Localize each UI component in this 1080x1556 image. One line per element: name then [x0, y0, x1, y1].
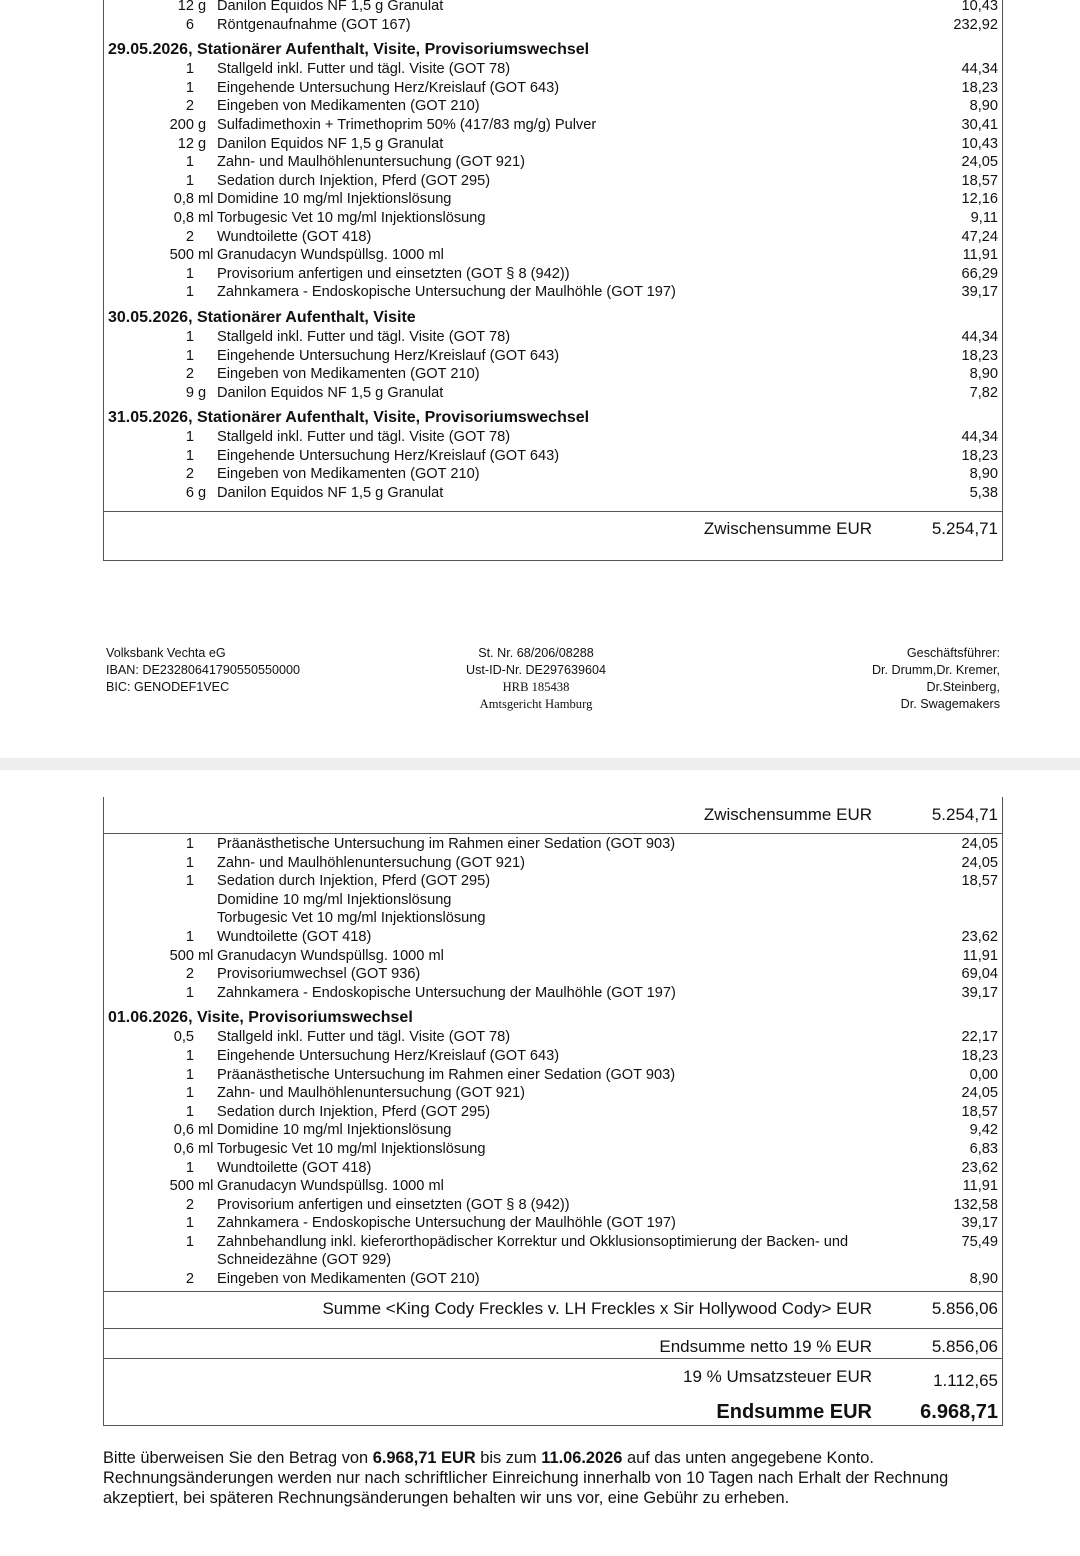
note-pre: Bitte überweisen Sie den Betrag von [103, 1449, 373, 1467]
vat-label: 19 % Umsatzsteuer EUR [683, 1366, 872, 1386]
line-description: Wundtoilette (GOT 418) [217, 1159, 372, 1176]
line-price: 10,43 [961, 0, 998, 14]
quantity-value: 1 [185, 265, 194, 282]
invoice-line-item [104, 135, 1002, 154]
note-mid: bis zum [475, 1449, 542, 1467]
quantity-unit: g [198, 135, 207, 152]
quantity-value: 1 [185, 1159, 194, 1176]
quantity-value: 1 [185, 928, 194, 945]
line-quantity [104, 365, 222, 384]
quantity-unit: ml [198, 947, 214, 964]
line-quantity [104, 909, 222, 928]
line-description: Eingeben von Medikamenten (GOT 210) [217, 1271, 480, 1288]
section-title: 30.05.2026, Stationärer Aufenthalt, Visite [108, 308, 416, 326]
invoice-line-item [104, 0, 1002, 16]
line-description: Präanästhetische Untersuchung im Rahmen einer Sedation (GOT 903) [217, 1066, 676, 1083]
invoice-line-item [104, 1047, 1002, 1066]
line-price: 22,17 [961, 1029, 998, 1046]
line-quantity [104, 928, 222, 947]
quantity-value: 0,8 [173, 209, 194, 226]
quantity-value: 2 [185, 228, 194, 245]
invoice-line-item [104, 428, 1002, 447]
invoice-table-page-2 [103, 797, 1003, 1425]
invoice-page-1 [0, 0, 1080, 758]
line-price: 24,05 [961, 854, 998, 871]
tax-details [436, 645, 636, 713]
line-price: 24,05 [961, 154, 998, 171]
line-price: 18,57 [961, 172, 998, 189]
invoice-line-item [104, 153, 1002, 172]
management-names-2: Dr.Steinberg, [926, 680, 1000, 694]
invoice-line-item [104, 60, 1002, 79]
line-quantity [104, 190, 222, 209]
invoice-line-item [104, 328, 1002, 347]
line-description: Eingeben von Medikamenten (GOT 210) [217, 466, 480, 483]
quantity-value: 1 [185, 328, 194, 345]
line-description: Wundtoilette (GOT 418) [217, 228, 372, 245]
table-bottom-line [103, 560, 1003, 561]
invoice-line-item [104, 209, 1002, 228]
line-quantity [104, 1121, 222, 1140]
bank-details [106, 645, 300, 696]
patient-sum-value: 5.856,06 [931, 1298, 998, 1318]
quantity-value: 2 [185, 466, 194, 483]
line-quantity [104, 347, 222, 366]
line-description: Eingehende Untersuchung Herz/Kreislauf (GOT 643) [217, 79, 560, 96]
line-quantity [104, 835, 222, 854]
quantity-value: 2 [185, 1196, 194, 1213]
invoice-line-item [104, 947, 1002, 966]
line-quantity [104, 965, 222, 984]
line-description: Granudacyn Wundspüllsg. 1000 ml [217, 1178, 444, 1195]
invoice-line-item [104, 1103, 1002, 1122]
invoice-line-item [104, 228, 1002, 247]
quantity-value: 1 [185, 61, 194, 78]
line-price: 6,83 [969, 1140, 998, 1157]
line-quantity [104, 1177, 222, 1196]
line-description: Sulfadimethoxin + Trimethoprim 50% (417/83 mg/g) Pulver [217, 116, 597, 133]
line-quantity [104, 116, 222, 135]
quantity-unit: g [198, 116, 207, 133]
patient-sum-label: Summe <King Cody Freckles v. LH Freckles x Sir Hollywood Cody> EUR [322, 1298, 872, 1318]
line-description: Zahnkamera - Endoskopische Untersuchung der Maulhöhle (GOT 197) [217, 984, 676, 1001]
line-price: 23,62 [961, 1159, 998, 1176]
bic: BIC: GENODEF1VEC [106, 680, 230, 694]
quantity-value: 2 [185, 366, 194, 383]
line-description: Zahnkamera - Endoskopische Untersuchung der Maulhöhle (GOT 197) [217, 284, 676, 301]
line-description: Danilon Equidos NF 1,5 g Granulat [217, 135, 444, 152]
line-description: Provisorium anfertigen und einsetzten (GOT § 8 (942)) [217, 1196, 570, 1213]
line-quantity [104, 465, 222, 484]
quantity-unit: ml [198, 1178, 214, 1195]
line-quantity [104, 79, 222, 98]
line-price: 0,00 [969, 1066, 998, 1083]
line-quantity [104, 328, 222, 347]
invoice-line-item [104, 265, 1002, 284]
quantity-value: 2 [185, 966, 194, 983]
line-price: 30,41 [961, 116, 998, 133]
note-post: auf das unten angegebene Konto. Rechnungsänderungen werden nur nach schriftlicher Einreichung innerhalb von 10 Tagen nach Erhalt der Rechnung akzeptiert, bei späteren Rechnungsänderungen behalten wir uns vor, eine Gebühr zu erheben. [103, 1449, 949, 1507]
quantity-value: 1 [185, 172, 194, 189]
bank-name: Volksbank Vechta eG [106, 646, 226, 660]
quantity-value: 1 [185, 854, 194, 871]
line-quantity [104, 1084, 222, 1103]
invoice-line-item [104, 1270, 1002, 1289]
invoice-line-item [104, 1084, 1002, 1103]
line-price: 47,24 [961, 228, 998, 245]
line-price: 232,92 [953, 16, 998, 33]
quantity-value: 1 [185, 1103, 194, 1120]
invoice-line-item [104, 891, 1002, 910]
quantity-value: 1 [185, 836, 194, 852]
payment-note [103, 1448, 1003, 1508]
invoice-line-item [104, 984, 1002, 1003]
invoice-line-item [104, 1159, 1002, 1178]
line-quantity [104, 384, 222, 403]
invoice-line-item [104, 1196, 1002, 1215]
quantity-value: 12 [177, 0, 194, 14]
section-title: 31.05.2026, Stationärer Aufenthalt, Visite, Provisoriumswechsel [108, 409, 590, 427]
grand-total-row [104, 1395, 1002, 1425]
patient-sum-row [104, 1291, 1002, 1328]
invoice-line-item [104, 283, 1002, 302]
vat-value: 1.112,65 [933, 1370, 998, 1390]
line-quantity [104, 984, 222, 1003]
line-price: 66,29 [961, 265, 998, 282]
line-quantity [104, 947, 222, 966]
line-quantity [104, 1066, 222, 1085]
invoice-line-item [104, 465, 1002, 484]
line-description: Eingeben von Medikamenten (GOT 210) [217, 98, 480, 115]
quantity-value: 1 [185, 347, 194, 364]
invoice-line-item [104, 1233, 1002, 1270]
quantity-value: 200 [169, 116, 194, 133]
line-price: 75,49 [961, 1233, 998, 1250]
line-description: Danilon Equidos NF 1,5 g Granulat [217, 0, 444, 14]
line-description: Stallgeld inkl. Futter und tägl. Visite (GOT 78) [217, 61, 511, 78]
subtotal-label: Zwischensumme EUR [703, 518, 872, 538]
quantity-value: 2 [185, 1271, 194, 1288]
line-quantity [104, 1028, 222, 1047]
management-label: Geschäftsführer: [906, 646, 1000, 660]
quantity-value: 0,8 [173, 191, 194, 208]
line-quantity [104, 97, 222, 116]
net-total-row [104, 1328, 1002, 1358]
management-names-1: Dr. Drumm,Dr. Kremer, [871, 663, 1000, 677]
line-price: 8,90 [969, 98, 998, 115]
section-title: 29.05.2026, Stationärer Aufenthalt, Visite, Provisoriumswechsel [108, 41, 590, 59]
line-price: 69,04 [961, 966, 998, 983]
iban: IBAN: DE23280641790550550000 [106, 663, 300, 677]
invoice-line-item [104, 116, 1002, 135]
line-description: Torbugesic Vet 10 mg/ml Injektionslösung [217, 209, 486, 226]
line-description: Eingehende Untersuchung Herz/Kreislauf (GOT 643) [217, 347, 560, 364]
line-description: Zahn- und Maulhöhlenuntersuchung (GOT 921) [217, 154, 526, 171]
invoice-line-item [104, 97, 1002, 116]
line-quantity [104, 172, 222, 191]
tax-number: St. Nr. 68/206/08288 [478, 646, 594, 660]
line-price: 11,91 [962, 247, 998, 264]
line-description: Provisoriumwechsel (GOT 936) [217, 966, 421, 983]
line-price: 7,82 [969, 384, 998, 401]
line-quantity [104, 872, 222, 891]
line-quantity [104, 1270, 222, 1289]
invoice-line-item [104, 172, 1002, 191]
line-price: 39,17 [961, 1215, 998, 1232]
line-description: Granudacyn Wundspüllsg. 1000 ml [217, 947, 444, 964]
quantity-unit: g [198, 485, 207, 502]
line-price: 8,90 [969, 366, 998, 383]
line-quantity [104, 447, 222, 466]
quantity-value: 500 [169, 1178, 194, 1195]
quantity-value: 1 [185, 79, 194, 96]
invoice-line-item [104, 484, 1002, 503]
invoice-line-item [104, 1066, 1002, 1085]
line-price: 8,90 [969, 1271, 998, 1288]
invoice-page-2 [0, 770, 1080, 1556]
line-price: 9,11 [970, 209, 998, 226]
net-total-label: Endsumme netto 19 % EUR [659, 1336, 872, 1356]
quantity-value: 1 [185, 1233, 194, 1250]
invoice-line-item [104, 872, 1002, 891]
subtotal-row [104, 511, 1002, 550]
invoice-line-item [104, 79, 1002, 98]
invoice-line-item [104, 854, 1002, 873]
line-quantity [104, 1140, 222, 1159]
invoice-line-item [104, 835, 1002, 854]
carry-subtotal-row [104, 797, 1002, 833]
line-quantity [104, 484, 222, 503]
line-price: 44,34 [961, 429, 998, 446]
line-description: Domidine 10 mg/ml Injektionslösung [217, 191, 452, 208]
carry-subtotal-label: Zwischensumme EUR [703, 805, 872, 824]
invoice-line-item [104, 190, 1002, 209]
line-description: Danilon Equidos NF 1,5 g Granulat [217, 384, 444, 401]
page-separator [0, 758, 1080, 770]
line-description: Zahnbehandlung inkl. kieferorthopädischer Korrektur und Okklusionsoptimierung der Backen- und Schneidezähne (GOT 929) [217, 1233, 849, 1269]
quantity-value: 0,5 [173, 1029, 194, 1046]
line-quantity [104, 1214, 222, 1233]
invoice-line-item [104, 384, 1002, 403]
line-description: Zahn- und Maulhöhlenuntersuchung (GOT 921) [217, 854, 526, 871]
invoice-table-page-1 [103, 0, 1003, 560]
quantity-value: 1 [185, 1047, 194, 1064]
invoice-line-item [104, 1028, 1002, 1047]
line-price: 39,17 [961, 984, 998, 1001]
quantity-unit: ml [198, 191, 214, 208]
line-description: Röntgenaufnahme (GOT 167) [217, 16, 411, 33]
line-price: 44,34 [961, 61, 998, 78]
line-description: Stallgeld inkl. Futter und tägl. Visite (GOT 78) [217, 429, 511, 446]
grand-total-label: Endsumme EUR [716, 1400, 872, 1423]
line-quantity [104, 283, 222, 302]
line-quantity [104, 891, 222, 910]
invoice-line-item [104, 928, 1002, 947]
line-description: Zahn- und Maulhöhlenuntersuchung (GOT 921) [217, 1085, 526, 1102]
line-description: Granudacyn Wundspüllsg. 1000 ml [217, 247, 444, 264]
invoice-line-item [104, 16, 1002, 35]
invoice-line-item [104, 965, 1002, 984]
hrb: HRB 185438 [502, 680, 570, 694]
line-price: 11,91 [962, 1178, 998, 1195]
line-price: 9,42 [969, 1122, 998, 1139]
vat-row [104, 1358, 1002, 1395]
quantity-value: 1 [185, 1066, 194, 1083]
line-quantity [104, 153, 222, 172]
invoice-line-item [104, 365, 1002, 384]
line-price: 10,43 [961, 135, 998, 152]
line-price: 44,34 [961, 328, 998, 345]
line-price: 12,16 [961, 191, 998, 208]
line-description: Sedation durch Injektion, Pferd (GOT 295) [217, 1103, 491, 1120]
quantity-value: 6 [185, 485, 194, 502]
line-description: Präanästhetische Untersuchung im Rahmen einer Sedation (GOT 903) [217, 836, 676, 852]
line-quantity [104, 60, 222, 79]
line-description: Stallgeld inkl. Futter und tägl. Visite (GOT 78) [217, 1029, 511, 1046]
quantity-unit: g [198, 0, 207, 14]
line-quantity [104, 135, 222, 154]
quantity-value: 6 [185, 16, 194, 33]
line-description: Sedation durch Injektion, Pferd (GOT 295) [217, 873, 491, 890]
line-price: 39,17 [961, 284, 998, 301]
quantity-value: 500 [169, 947, 194, 964]
line-price: 24,05 [961, 1085, 998, 1102]
invoice-line-item [104, 447, 1002, 466]
line-description: Eingehende Untersuchung Herz/Kreislauf (GOT 643) [217, 447, 560, 464]
vat-id: Ust-ID-Nr. DE297639604 [466, 663, 606, 677]
invoice-line-item [104, 1140, 1002, 1159]
line-description: Torbugesic Vet 10 mg/ml Injektionslösung [217, 910, 486, 927]
section-title: 01.06.2026, Visite, Provisoriumswechsel [108, 1009, 413, 1027]
quantity-value: 500 [169, 247, 194, 264]
line-description: Stallgeld inkl. Futter und tägl. Visite (GOT 78) [217, 328, 511, 345]
quantity-unit: ml [198, 209, 214, 226]
line-quantity [104, 1103, 222, 1122]
line-price: 18,23 [961, 347, 998, 364]
quantity-value: 1 [185, 284, 194, 301]
line-quantity [104, 428, 222, 447]
quantity-value: 1 [185, 429, 194, 446]
line-description: Domidine 10 mg/ml Injektionslösung [217, 1122, 452, 1139]
quantity-unit: ml [198, 1140, 214, 1157]
note-amount: 6.968,71 EUR [372, 1449, 476, 1467]
invoice-line-item [104, 1177, 1002, 1196]
line-description: Eingeben von Medikamenten (GOT 210) [217, 366, 480, 383]
line-quantity [104, 854, 222, 873]
quantity-value: 1 [185, 1215, 194, 1232]
invoice-line-item [104, 1121, 1002, 1140]
management-names-3: Dr. Swagemakers [900, 697, 1000, 711]
quantity-value: 1 [185, 984, 194, 1001]
line-price: 18,23 [961, 1047, 998, 1064]
line-quantity [104, 1047, 222, 1066]
line-quantity [104, 246, 222, 265]
quantity-value: 0,6 [173, 1140, 194, 1157]
line-price: 11,91 [962, 947, 998, 964]
line-quantity [104, 265, 222, 284]
invoice-line-item [104, 246, 1002, 265]
line-quantity [104, 1159, 222, 1178]
line-quantity [104, 228, 222, 247]
quantity-value: 2 [185, 98, 194, 115]
quantity-value: 9 [185, 384, 194, 401]
line-quantity [104, 16, 222, 35]
line-description: Eingehende Untersuchung Herz/Kreislauf (GOT 643) [217, 1047, 560, 1064]
subtotal-value: 5.254,71 [931, 518, 998, 538]
quantity-value: 1 [185, 447, 194, 464]
quantity-value: 1 [185, 1085, 194, 1102]
line-description: Torbugesic Vet 10 mg/ml Injektionslösung [217, 1140, 486, 1157]
quantity-value: 1 [185, 154, 194, 171]
line-description: Wundtoilette (GOT 418) [217, 928, 372, 945]
line-price: 18,23 [961, 447, 998, 464]
grand-total-value: 6.968,71 [920, 1400, 998, 1423]
line-price: 5,38 [969, 485, 998, 502]
note-date: 11.06.2026 [541, 1449, 623, 1467]
invoice-line-item [104, 1214, 1002, 1233]
invoice-line-item [104, 909, 1002, 928]
line-description: Domidine 10 mg/ml Injektionslösung [217, 891, 452, 908]
line-quantity [104, 1196, 222, 1215]
line-quantity [104, 1233, 222, 1252]
line-description: Zahnkamera - Endoskopische Untersuchung der Maulhöhle (GOT 197) [217, 1215, 676, 1232]
line-price: 132,58 [953, 1196, 998, 1213]
net-total-value: 5.856,06 [931, 1336, 998, 1356]
line-description: Sedation durch Injektion, Pferd (GOT 295) [217, 172, 491, 189]
line-quantity [104, 209, 222, 228]
line-price: 18,23 [961, 79, 998, 96]
quantity-value: 1 [185, 873, 194, 890]
quantity-unit: ml [198, 1122, 214, 1139]
table-bottom-line [103, 1425, 1003, 1426]
invoice-line-item [104, 347, 1002, 366]
quantity-value: 0,6 [173, 1122, 194, 1139]
line-description: Danilon Equidos NF 1,5 g Granulat [217, 485, 444, 502]
carry-subtotal-value: 5.254,71 [931, 805, 998, 824]
quantity-unit: g [198, 384, 207, 401]
line-quantity [104, 0, 222, 16]
line-price: 24,05 [961, 836, 998, 852]
line-description: Provisorium anfertigen und einsetzten (GOT § 8 (942)) [217, 265, 570, 282]
management [872, 645, 1000, 713]
quantity-value: 12 [177, 135, 194, 152]
line-price: 18,57 [961, 873, 998, 890]
line-price: 8,90 [969, 466, 998, 483]
quantity-unit: ml [198, 247, 214, 264]
court: Amtsgericht Hamburg [479, 697, 593, 711]
line-price: 23,62 [961, 928, 998, 945]
line-price: 18,57 [961, 1103, 998, 1120]
